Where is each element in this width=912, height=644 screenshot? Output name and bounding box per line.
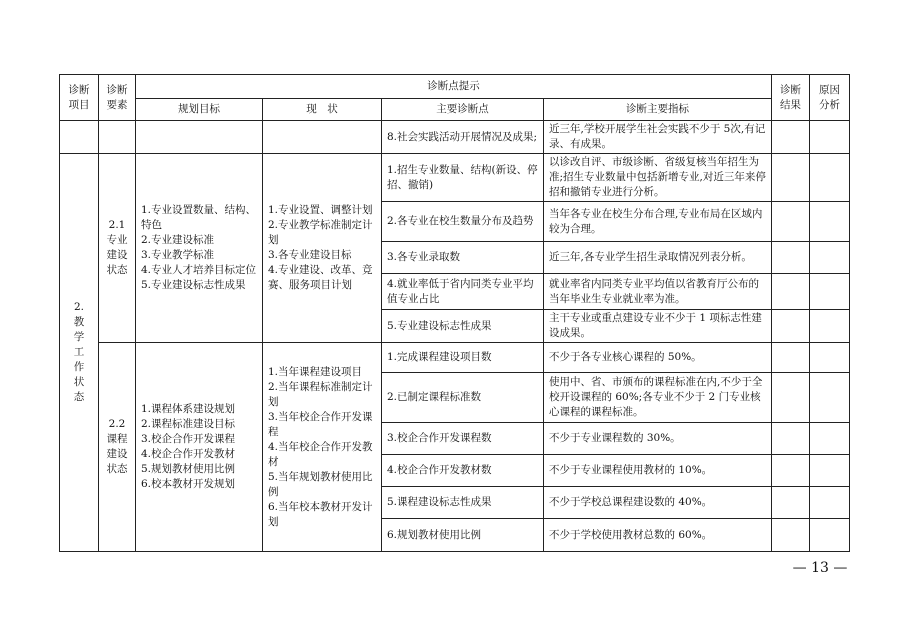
reason-cell <box>810 310 850 343</box>
result-cell <box>772 154 810 202</box>
header-result: 诊断 结果 <box>772 75 810 121</box>
reason-cell <box>810 154 850 202</box>
index-cell: 不少于学校总课程建设数的 40%。 <box>544 487 772 519</box>
reason-cell <box>810 274 850 310</box>
index-cell: 近三年,各专业学生招生录取情况列表分析。 <box>544 242 772 274</box>
cell-empty <box>263 121 382 154</box>
reason-cell <box>810 455 850 487</box>
diagnosis-table <box>59 74 850 552</box>
point-cell: 2.已制定课程标准数 <box>382 373 544 423</box>
index-cell: 不少于专业课程使用教材的 10%。 <box>544 455 772 487</box>
table-row <box>60 154 850 202</box>
result-cell <box>772 373 810 423</box>
header-project: 诊断 项目 <box>60 75 99 121</box>
result-cell <box>772 455 810 487</box>
reason-cell <box>810 519 850 552</box>
result-cell <box>772 121 810 154</box>
point-cell: 5.课程建设标志性成果 <box>382 487 544 519</box>
point-cell: 2.各专业在校生数量分布及趋势 <box>382 202 544 242</box>
index-cell: 不少于学校使用教材总数的 60%。 <box>544 519 772 552</box>
index-cell: 以诊改自评、市级诊断、省级复核当年招生为准;招生专业数量中包括新增专业,对近三年来停招和撤销专业进行分析。 <box>544 154 772 202</box>
point-cell: 3.各专业录取数 <box>382 242 544 274</box>
index-cell: 主干专业或重点建设专业不少于 1 项标志性建设成果。 <box>544 310 772 343</box>
header-point: 主要诊断点 <box>382 99 544 121</box>
index-cell: 不少于专业课程数的 30%。 <box>544 423 772 455</box>
status-list: 1.当年课程建设项目 2.当年课程标准制定计划 3.当年校企合作开发课程 4.当年校企合作开发教材 5.当年规划教材使用比例 6.当年校本教材开发计划 <box>263 343 382 552</box>
result-cell <box>772 310 810 343</box>
cell-empty <box>136 121 263 154</box>
reason-cell <box>810 121 850 154</box>
point-cell: 6.规划教材使用比例 <box>382 519 544 552</box>
header-element: 诊断 要素 <box>99 75 136 121</box>
table-row <box>60 121 850 154</box>
point-cell: 3.校企合作开发课程数 <box>382 423 544 455</box>
reason-cell <box>810 373 850 423</box>
carry-index: 近三年,学校开展学生社会实践不少于 5次,有记录、有成果。 <box>544 121 772 154</box>
result-cell <box>772 202 810 242</box>
index-cell: 不少于各专业核心课程的 50%。 <box>544 343 772 373</box>
point-cell: 4.就业率低于省内同类专业平均值专业占比 <box>382 274 544 310</box>
project-label: 2. 教 学 工 作 状 态 <box>60 154 99 552</box>
page-number: — 13 — <box>792 560 848 576</box>
header-status: 现 状 <box>263 99 382 121</box>
reason-cell <box>810 423 850 455</box>
result-cell <box>772 343 810 373</box>
header-reason: 原因 分析 <box>810 75 850 121</box>
index-cell: 使用中、省、市颁布的课程标准在内,不少于全校开设课程的 60%;各专业不少于 2 门专业核心课程的课程标准。 <box>544 373 772 423</box>
reason-cell <box>810 202 850 242</box>
reason-cell <box>810 343 850 373</box>
index-cell: 就业率省内同类专业平均值以省教育厅公布的当年毕业生专业就业率为准。 <box>544 274 772 310</box>
point-cell: 4.校企合作开发教材数 <box>382 455 544 487</box>
result-cell <box>772 519 810 552</box>
index-cell: 当年各专业在校生分布合理,专业布局在区域内较为合理。 <box>544 202 772 242</box>
cell-empty <box>99 121 136 154</box>
element-label: 2.2 课程 建设 状态 <box>99 343 136 552</box>
point-cell: 5.专业建设标志性成果 <box>382 310 544 343</box>
point-cell: 1.完成课程建设项目数 <box>382 343 544 373</box>
result-cell <box>772 487 810 519</box>
result-cell <box>772 423 810 455</box>
reason-cell <box>810 487 850 519</box>
result-cell <box>772 242 810 274</box>
target-list: 1.专业设置数量、结构、特色 2.专业建设标准 3.专业教学标准 4.专业人才培养目标定位 5.专业建设标志性成果 <box>136 154 263 343</box>
table-row <box>60 343 850 373</box>
header-hint <box>136 75 772 99</box>
carry-point: 8.社会实践活动开展情况及成果; <box>382 121 544 154</box>
point-cell: 1.招生专业数量、结构(新设、停招、撤销) <box>382 154 544 202</box>
reason-cell <box>810 242 850 274</box>
cell-empty <box>60 121 99 154</box>
result-cell <box>772 274 810 310</box>
target-list: 1.课程体系建设规划 2.课程标准建设目标 3.校企合作开发课程 4.校企合作开发教材 5.规划教材使用比例 6.校本教材开发规划 <box>136 343 263 552</box>
header-index: 诊断主要指标 <box>544 99 772 121</box>
header-target: 规划目标 <box>136 99 263 121</box>
header-hint-text: 诊断点提示 <box>427 80 480 92</box>
element-label: 2.1 专业 建设 状态 <box>99 154 136 343</box>
status-list: 1.专业设置、调整计划 2.专业教学标准制定计划 3.各专业建设目标 4.专业建设、改革、竞赛、服务项目计划 <box>263 154 382 343</box>
